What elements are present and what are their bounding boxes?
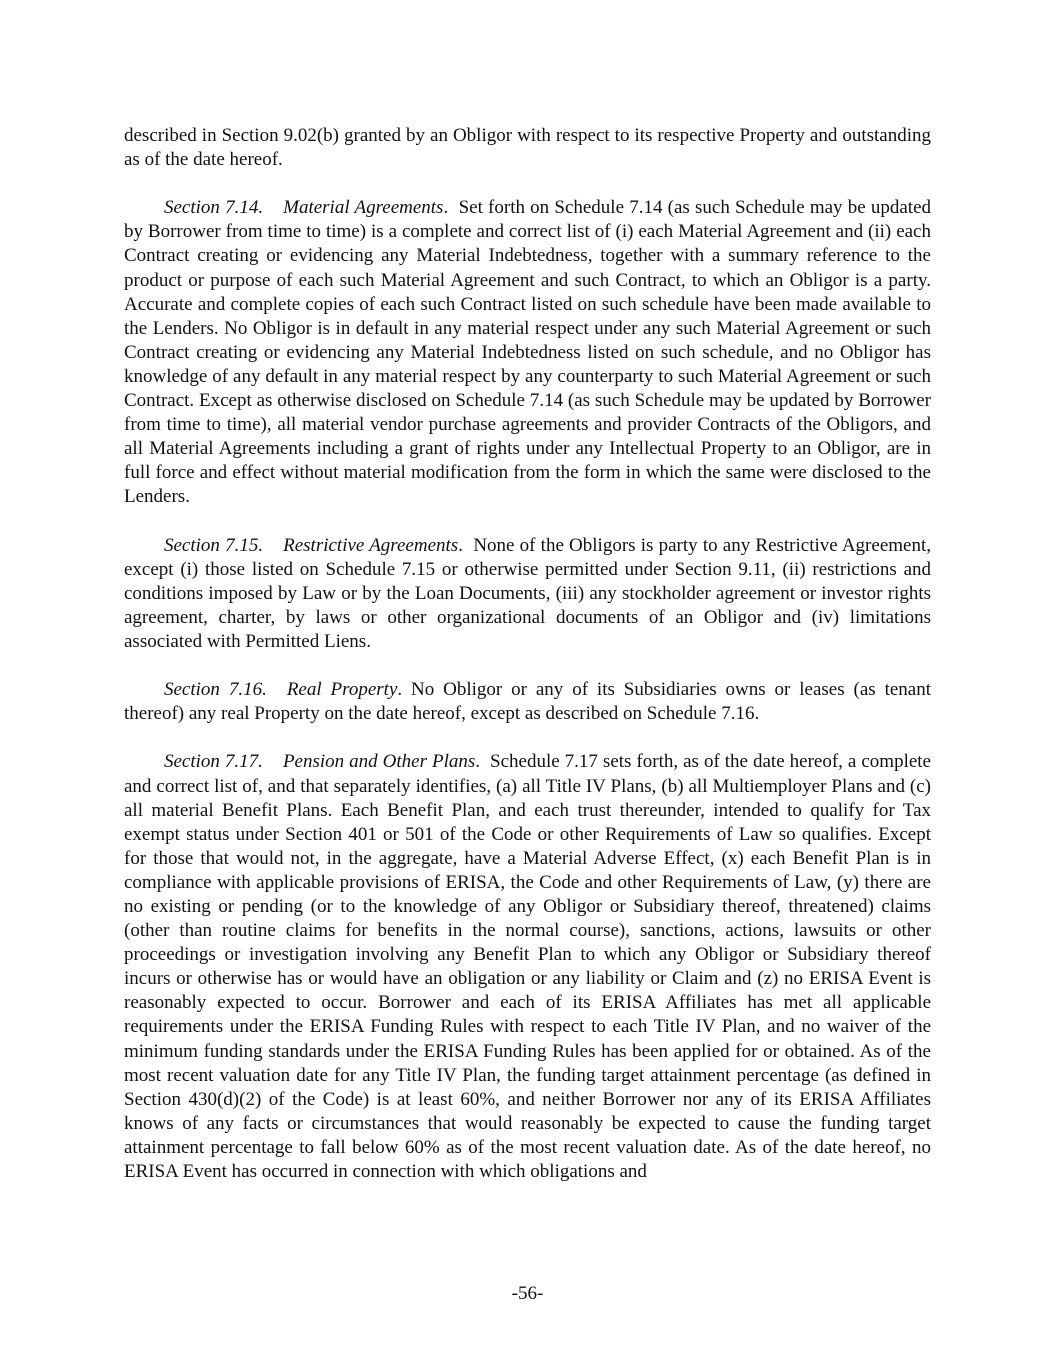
section-body: Schedule 7.17 sets forth, as of the date hereof, a complete and correct list of, and that separately identifies, (a) all Title IV Plans, (b) all Multiemployer Plans and (c) all material Benefit Plans. Each Benefit Plan, and each trust thereunder, intended to qualify for Tax exempt status under Section 401 or 501 of the Code or other Requirements of Law so qualifies. Except for those that would not, in the aggregate, have a Material Adverse Effect, (x) each Benefit Plan is in compliance with applicable provisions of ERISA, the Code and other Requirements of Law, (y) there are no existing or pending (or to the knowledge of any Obligor or Subsidiary thereof, threatened) claims (other than routine claims for benefits in the normal course), sanctions, actions, lawsuits or other proceedings or investigation involving any Benefit Plan to which any Obligor or Subsidiary thereof incurs or otherwise has or would have an obligation or any liability or Claim and (z) no ERISA Event is reasonably expected to occur. Borrower and each of its ERISA Affiliates has met all applicable requirements under the ERISA Funding Rules with respect to each Title IV Plan, and no waiver of the minimum funding standards under the ERISA Funding Rules has been applied for or obtained. As of the most recent valuation date for any Title IV Plan, the funding target attainment percentage (as defined in Section 430(d)(2) of the Code) is at least 60%, and neither Borrower nor any of its ERISA Affiliates knows of any facts or circumstances that would reasonably be expected to cause the funding target attainment percentage to fall below 60% as of the most recent valuation date. As of the date hereof, no ERISA Event has occurred in connection with which obligations and	[124, 751, 931, 1183]
section-title: Material Agreements	[283, 197, 444, 219]
section-body: Set forth on Schedule 7.14 (as such Schedule may be updated by Borrower from time to time) is a complete and correct list of (i) each Material Agreement and (ii) each Contract creating or evidencing any Material Indebtedness, together with a summary reference to the product or purpose of each such Material Agreement and such Contract, to which an Obligor is a party. Accurate and complete copies of each such Contract listed on such schedule have been made available to the Lenders. No Obligor is in default in any material respect under any such Material Agreement or such Contract creating or evidencing any Material Indebtedness listed on such schedule, and no Obligor has knowledge of any default in any material respect by any counterparty to such Material Agreement or such Contract. Except as otherwise disclosed on Schedule 7.14 (as such Schedule may be updated by Borrower from time to time), all material vendor purchase agreements and provider Contracts of the Obligors, and all Material Agreements including a grant of rights under any Intellectual Property to an Obligor, are in full force and effect without material modification from the form in which the same were disclosed to the Lenders.	[124, 197, 932, 508]
section-title: Restrictive Agreements	[283, 534, 459, 556]
section-number: Section 7.15.	[164, 534, 264, 556]
title-period: .	[475, 751, 491, 773]
continuation-paragraph: described in Section 9.02(b) granted by an Obligor with respect to its respective Property and outstanding as of the date hereof.	[124, 125, 931, 171]
title-period: .	[458, 534, 474, 556]
section-number: Section 7.17.	[164, 751, 263, 773]
section-7-17-paragraph	[124, 750, 931, 1184]
section-body: No Obligor or any of its Subsidiaries owns or leases (as tenant thereof) any real Property on the date hereof, except as described on Schedule 7.16.	[124, 679, 932, 725]
section-title: Pension and Other Plans	[282, 751, 476, 773]
section-number: Section 7.14.	[164, 197, 264, 219]
section-title: Real Property	[286, 679, 398, 701]
page-number: -56-	[511, 1283, 544, 1304]
section-7-16-paragraph	[124, 678, 931, 726]
section-7-15-paragraph	[124, 534, 931, 654]
section-7-14-paragraph	[124, 196, 931, 509]
section-number: Section 7.16.	[164, 679, 267, 701]
section-body: None of the Obligors is party to any Restrictive Agreement, except (i) those listed on Schedule 7.15 or otherwise permitted under Section 9.11, (ii) restrictions and conditions imposed by Law or by the Loan Documents, (iii) any stockholder agreement or investor rights agreement, charter, by laws or other organizational documents of an Obligor and (iv) limitations associated with Permitted Liens.	[124, 534, 931, 652]
title-period: .	[443, 197, 459, 219]
title-period: .	[397, 679, 412, 701]
document-page	[124, 124, 931, 1208]
